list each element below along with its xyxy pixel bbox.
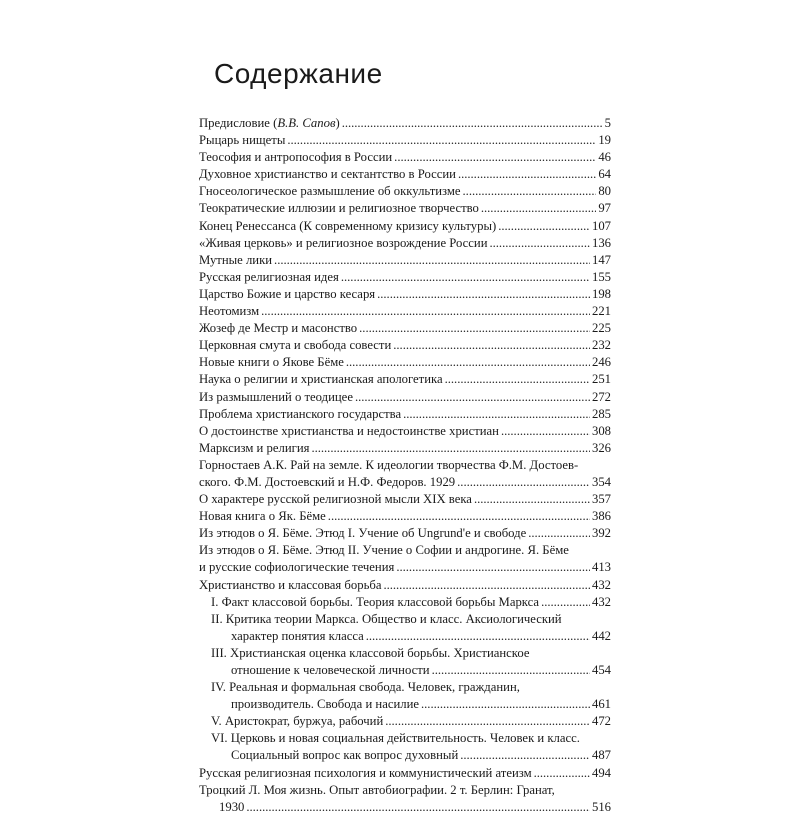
toc-roman-numeral: I. xyxy=(211,594,222,609)
toc-page-number: 97 xyxy=(598,201,611,216)
toc-entry-title: Русская религиозная идея xyxy=(199,269,339,284)
toc-page-number: 354 xyxy=(591,474,611,489)
toc-dot-leader xyxy=(359,320,590,337)
toc-line xyxy=(199,235,611,252)
toc-line xyxy=(199,115,611,132)
toc-page-number: 80 xyxy=(598,184,611,199)
toc-entry-title: характер понятия класса xyxy=(231,628,364,643)
toc-entry[interactable] xyxy=(199,406,611,423)
toc-entry[interactable] xyxy=(199,218,611,235)
toc-page-number: 357 xyxy=(591,492,611,507)
toc-dot-leader xyxy=(528,525,590,542)
toc-line xyxy=(199,132,611,149)
toc-entry-title: Церковная смута и свобода совести xyxy=(199,338,392,353)
toc-entry-title: Конец Ренессанса (К современному кризису культуры) xyxy=(199,218,497,233)
toc-dot-leader xyxy=(385,713,590,730)
toc-entry[interactable] xyxy=(199,389,611,406)
toc-line xyxy=(199,491,611,508)
toc-dot-leader xyxy=(396,559,590,576)
toc-entry-title: Из размышлений о теодицее xyxy=(199,389,353,404)
toc-line xyxy=(199,149,611,166)
toc-page-number: 285 xyxy=(591,406,611,421)
toc-dot-leader xyxy=(287,132,596,149)
toc-entry[interactable] xyxy=(199,166,611,183)
toc-entry[interactable] xyxy=(199,354,611,371)
toc-entry-title: Христианство и классовая борьба xyxy=(199,577,382,592)
toc-page-number: 454 xyxy=(591,663,611,677)
toc-line xyxy=(199,252,611,269)
toc-line xyxy=(211,696,611,713)
toc-dot-leader xyxy=(474,491,590,508)
toc-entry[interactable] xyxy=(199,457,611,491)
toc-page-number: 413 xyxy=(591,560,611,575)
toc-roman-numeral: II. xyxy=(211,611,226,626)
toc-dot-leader xyxy=(261,303,590,320)
toc-entry-title: Новые книги о Якове Бёме xyxy=(199,355,344,370)
toc-roman-numeral: V. xyxy=(211,714,225,729)
toc-entry[interactable] xyxy=(199,525,611,542)
toc-subentry-title: II. Критика теории Маркса. Общество и класс. Аксиологический xyxy=(211,611,562,626)
toc-page-number: 487 xyxy=(591,748,611,763)
toc-subentry[interactable] xyxy=(199,679,611,713)
toc-dot-leader xyxy=(346,354,590,371)
toc-page-number: 232 xyxy=(591,338,611,353)
toc-entry[interactable] xyxy=(199,423,611,440)
toc-entry[interactable] xyxy=(199,303,611,320)
toc-entry[interactable] xyxy=(199,440,611,457)
toc-line xyxy=(199,559,611,576)
toc-line xyxy=(199,577,611,594)
toc-page-number: 494 xyxy=(591,765,611,780)
toc-dot-leader xyxy=(393,337,590,354)
toc-entry-title: Предисловие (В.В. Сапов) xyxy=(199,116,340,130)
toc-roman-numeral: VI. xyxy=(211,731,231,746)
toc-page-number: 46 xyxy=(598,150,611,165)
toc-dot-leader xyxy=(377,286,590,303)
toc-entry-title: Рыцарь нищеты xyxy=(199,133,286,148)
toc-page-number: 155 xyxy=(591,269,611,284)
toc-subentry[interactable] xyxy=(199,594,611,611)
toc-dot-leader xyxy=(355,389,590,406)
toc-dot-leader xyxy=(246,799,590,816)
toc-page-number: 147 xyxy=(591,252,611,267)
toc-dot-leader xyxy=(342,115,603,132)
toc-dot-leader xyxy=(311,440,590,457)
toc-dot-leader xyxy=(457,474,590,491)
toc-dot-leader xyxy=(458,166,596,183)
toc-dot-leader xyxy=(366,628,590,645)
toc-line xyxy=(199,525,611,542)
toc-entry-title: Из этюдов о Я. Бёме. Этюд I. Учение об Ungrund'е и свободе xyxy=(199,526,527,541)
toc-entry-title: О характере русской религиозной мысли XIX века xyxy=(199,492,472,507)
toc-entry[interactable] xyxy=(199,542,611,576)
toc-subentry[interactable] xyxy=(199,713,611,730)
toc-line xyxy=(199,218,611,235)
toc-line xyxy=(199,269,611,286)
toc-page-number: 432 xyxy=(591,594,611,609)
toc-dot-leader xyxy=(394,149,596,166)
toc-entry-title: Троцкий Л. Моя жизнь. Опыт автобиографии. 2 т. Берлин: Гранат, xyxy=(199,782,555,797)
toc-entry-title: Духовное христианство и сектантство в России xyxy=(199,167,456,182)
toc-page-number: 19 xyxy=(598,133,611,148)
toc-subentry[interactable] xyxy=(199,611,611,645)
toc-line xyxy=(199,423,611,440)
toc-entry[interactable] xyxy=(199,235,611,252)
toc-entry-title: Социальный вопрос как вопрос духовный xyxy=(231,748,459,763)
toc-line xyxy=(211,594,611,611)
toc-line xyxy=(211,747,611,764)
toc-line xyxy=(199,474,611,491)
toc-entry[interactable] xyxy=(199,269,611,286)
toc-subentry-title: III. Христианская оценка классовой борьбы. Христианское xyxy=(211,645,530,660)
toc-line xyxy=(199,406,611,423)
toc-entry-title: Новая книга о Як. Бёме xyxy=(199,509,326,524)
toc-line xyxy=(199,286,611,303)
toc-entry[interactable] xyxy=(199,782,611,816)
toc-dot-leader xyxy=(274,252,590,269)
toc-line xyxy=(199,303,611,320)
toc-entry[interactable] xyxy=(199,765,611,782)
toc-entry-title: I. Факт классовой борьбы. Теория классовой борьбы Маркса xyxy=(211,594,540,609)
toc-page-number: 472 xyxy=(591,714,611,729)
toc-line xyxy=(199,200,611,217)
toc-page-number: 221 xyxy=(591,304,611,319)
toc-dot-leader xyxy=(445,371,590,388)
toc-entry-title: Теософия и антропософия в России xyxy=(199,150,393,165)
toc-entry[interactable] xyxy=(199,508,611,525)
toc-entry-title: Гносеологическое размышление об оккультизме xyxy=(199,184,461,199)
toc-dot-leader xyxy=(481,200,596,217)
toc-entry-title: Жозеф де Местр и масонство xyxy=(199,321,358,336)
toc-dot-leader xyxy=(328,508,590,525)
toc-page-number: 392 xyxy=(591,526,611,541)
toc-entry-title: ского. Ф.М. Достоевский и Н.Ф. Федоров. 1929 xyxy=(199,474,456,489)
toc-entry-title: и русские софиологические течения xyxy=(199,560,395,575)
toc-dot-leader xyxy=(534,765,590,782)
toc-entry[interactable] xyxy=(199,337,611,354)
toc-line xyxy=(199,765,611,782)
toc-entry-title: Проблема христианского государства xyxy=(199,406,402,421)
toc-dot-leader xyxy=(421,696,590,713)
toc-entry-title: отношение к человеческой личности xyxy=(231,663,430,677)
toc-entry-author: В.В. Сапов xyxy=(277,116,336,130)
toc-dot-leader xyxy=(490,235,590,252)
toc-line xyxy=(211,628,611,645)
toc-line xyxy=(199,183,611,200)
toc-page-number: 516 xyxy=(591,799,611,814)
toc-entry-title: Русская религиозная психология и коммунистический атеизм xyxy=(199,765,532,780)
toc-page-number: 386 xyxy=(591,509,611,524)
toc-page-number: 272 xyxy=(591,389,611,404)
toc-roman-numeral: III. xyxy=(211,645,231,660)
toc-dot-leader xyxy=(432,662,590,679)
toc-entry-title: Царство Божие и царство кесаря xyxy=(199,286,376,301)
toc-page-number: 107 xyxy=(591,218,611,233)
toc-page-number: 432 xyxy=(591,577,611,592)
toc-entry-title: 1930 xyxy=(219,799,245,814)
page-title: Содержание xyxy=(214,58,383,89)
toc-entry[interactable] xyxy=(199,286,611,303)
toc-page-number: 246 xyxy=(591,355,611,370)
toc-page-number: 136 xyxy=(591,235,611,250)
toc-entry-title: производитель. Свобода и насилие xyxy=(231,697,420,712)
toc-subentry[interactable] xyxy=(199,730,611,764)
toc-entry-title: Из этюдов о Я. Бёме. Этюд II. Учение о Софии и андрогине. Я. Бёме xyxy=(199,543,569,558)
toc-subentry[interactable] xyxy=(199,645,611,679)
toc-entry[interactable] xyxy=(199,320,611,337)
toc-line xyxy=(199,799,611,816)
toc-dot-leader xyxy=(498,218,590,235)
toc-line xyxy=(199,389,611,406)
toc-dot-leader xyxy=(463,183,597,200)
table-of-contents xyxy=(199,115,611,816)
toc-subentry-title: IV. Реальная и формальная свобода. Человек, гражданин, xyxy=(211,680,520,695)
toc-entry[interactable] xyxy=(199,200,611,217)
toc-entry-title: Горностаев А.К. Рай на земле. К идеологии творчества Ф.М. Достоев- xyxy=(199,457,579,472)
toc-line xyxy=(199,166,611,183)
toc-entry-title: Теократические иллюзии и религиозное творчество xyxy=(199,201,479,216)
toc-entry-title: Мутные лики xyxy=(199,252,273,267)
toc-entry[interactable] xyxy=(199,115,611,132)
toc-page-number: 461 xyxy=(591,697,611,712)
toc-line xyxy=(211,713,611,730)
toc-roman-numeral: IV. xyxy=(211,680,230,695)
toc-dot-leader xyxy=(341,269,590,286)
toc-line xyxy=(199,371,611,388)
toc-entry[interactable] xyxy=(199,371,611,388)
toc-page-number: 251 xyxy=(591,372,611,387)
toc-entry-title: V. Аристократ, буржуа, рабочий xyxy=(211,714,384,729)
toc-dot-leader xyxy=(460,747,590,764)
toc-line xyxy=(199,320,611,337)
toc-entry[interactable] xyxy=(199,252,611,269)
toc-page-number: 326 xyxy=(591,440,611,455)
toc-dot-leader xyxy=(501,423,590,440)
toc-page-number: 198 xyxy=(591,286,611,301)
toc-line xyxy=(199,337,611,354)
toc-line xyxy=(199,508,611,525)
toc-entry[interactable] xyxy=(199,132,611,149)
toc-dot-leader xyxy=(541,594,590,611)
toc-page-number: 64 xyxy=(598,167,611,182)
toc-subentry-title: VI. Церковь и новая социальная действительность. Человек и класс. xyxy=(211,731,580,746)
toc-entry-title: О достоинстве христианства и недостоинстве христиан xyxy=(199,423,499,438)
toc-entry[interactable] xyxy=(199,577,611,594)
toc-line xyxy=(211,662,611,679)
toc-page-number: 225 xyxy=(591,321,611,336)
toc-line xyxy=(199,440,611,457)
toc-entry-title: Наука о религии и христианская апологетика xyxy=(199,372,443,387)
toc-entry-title: Неотомизм xyxy=(199,304,260,319)
toc-page-number: 5 xyxy=(604,116,611,130)
toc-entry[interactable] xyxy=(199,149,611,166)
toc-dot-leader xyxy=(403,406,590,423)
toc-entry-title: «Живая церковь» и религиозное возрождение России xyxy=(199,235,488,250)
toc-page-number: 308 xyxy=(591,423,611,438)
toc-line xyxy=(199,354,611,371)
toc-entry[interactable] xyxy=(199,491,611,508)
toc-entry-title: Марксизм и религия xyxy=(199,440,310,455)
toc-dot-leader xyxy=(383,577,590,594)
toc-entry[interactable] xyxy=(199,183,611,200)
toc-page-number: 442 xyxy=(591,628,611,643)
